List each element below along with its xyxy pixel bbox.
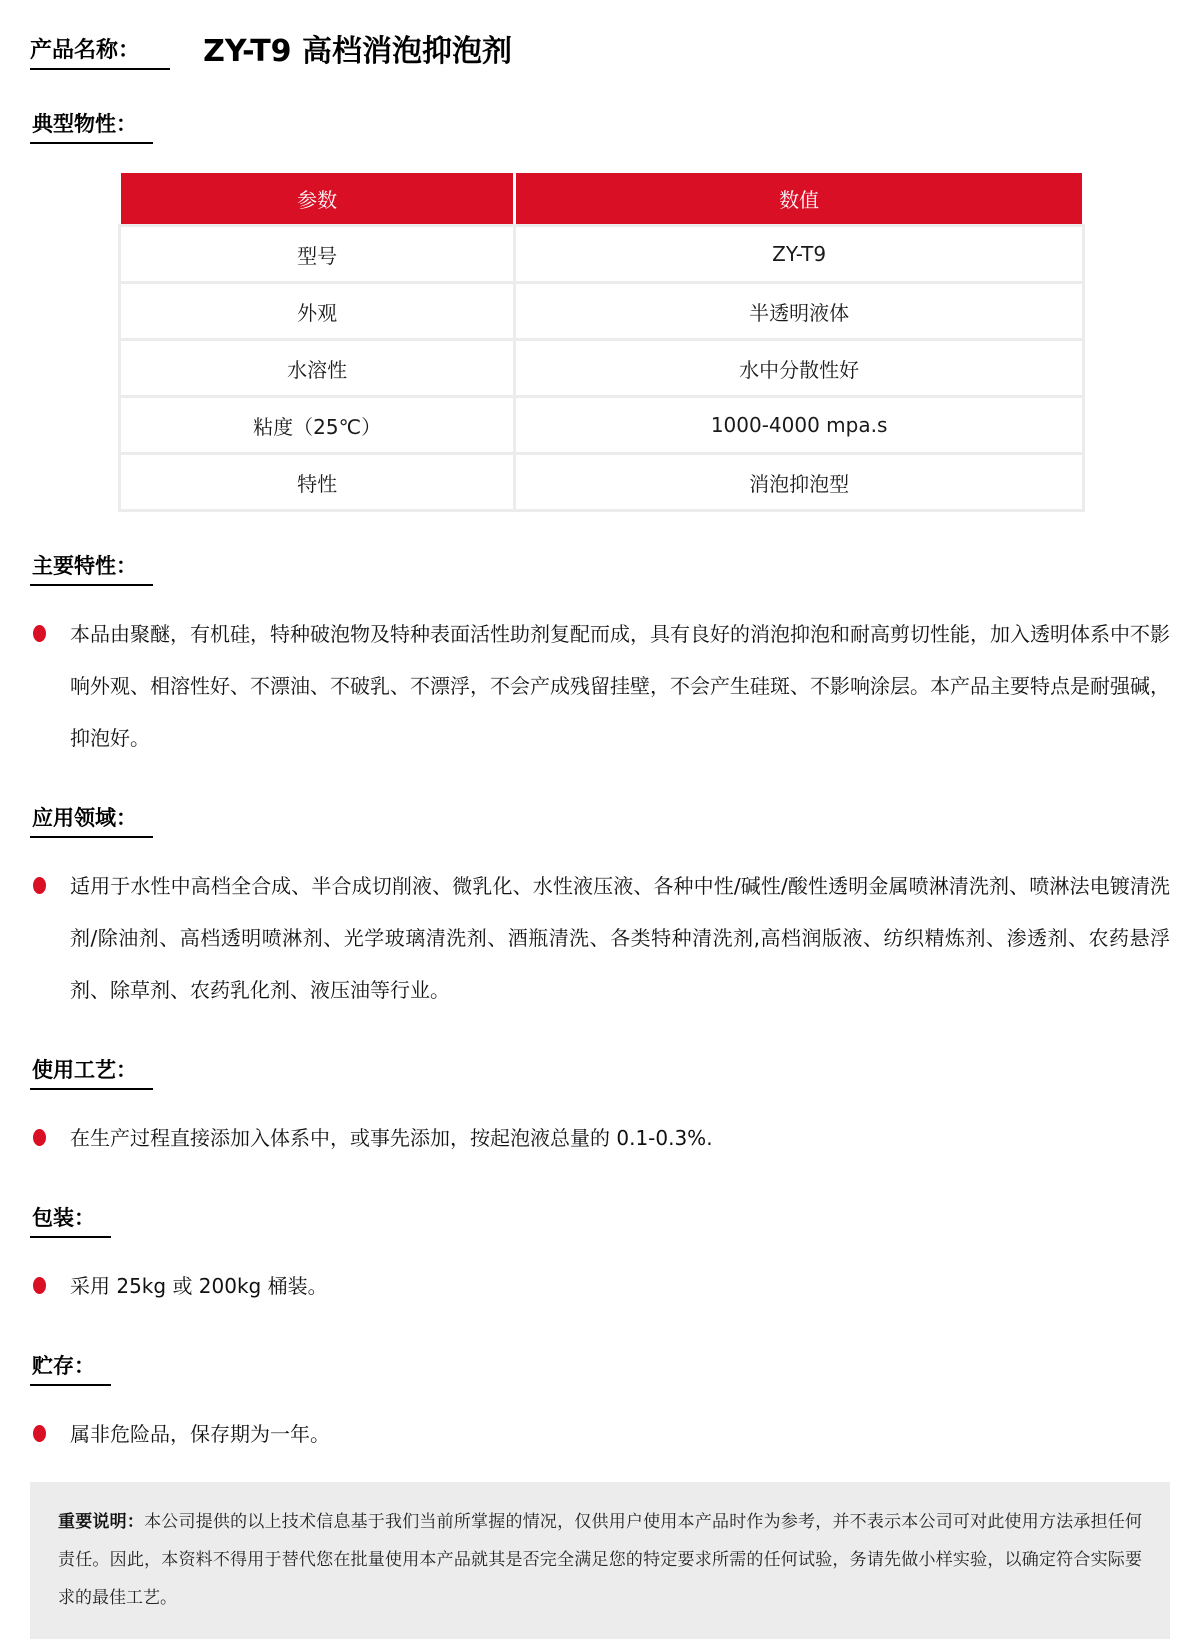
- table-header-row: [120, 172, 1084, 226]
- bullet-text: 本品由聚醚，有机硅，特种破泡物及特种表面活性助剂复配而成，具有良好的消泡抑泡和耐高剪切性能，加入透明体系中不影响外观、相溶性好、不漂油、不破乳、不漂浮，不会产成残留挂壁，不会产生硅斑、不影响涂层。本产品主要特点是耐强碱，抑泡好。: [70, 622, 1170, 750]
- cell-value: 1000-4000 mpa.s: [515, 397, 1084, 454]
- section-heading: [30, 1054, 1170, 1090]
- section-usage-process: [30, 1054, 1170, 1164]
- cell-value: ZY-T9: [515, 226, 1084, 283]
- cell-parameter: 水溶性: [120, 340, 515, 397]
- list-item: [30, 1260, 1170, 1312]
- section-heading-typical-properties: [30, 108, 1170, 144]
- table-row: [120, 226, 1084, 283]
- bullet-icon: [33, 1129, 46, 1146]
- section-heading: [30, 550, 1170, 586]
- section-application-fields: [30, 802, 1170, 1016]
- heading-text: 主要特性：: [30, 550, 153, 586]
- bullet-text: 在生产过程直接添加入体系中，或事先添加，按起泡液总量的 0.1-0.3%.: [70, 1126, 713, 1150]
- cell-parameter: 特性: [120, 454, 515, 511]
- bullet-icon: [33, 1425, 46, 1442]
- section-packaging: [30, 1202, 1170, 1312]
- cell-parameter: 外观: [120, 283, 515, 340]
- section-heading: [30, 802, 1170, 838]
- spec-table-wrap: [118, 170, 1170, 512]
- section-heading: [30, 1202, 1170, 1238]
- list-item: [30, 860, 1170, 1016]
- heading-text: 包装：: [30, 1202, 111, 1238]
- table-row: [120, 340, 1084, 397]
- heading-text: 典型物性：: [30, 108, 153, 144]
- section-storage: [30, 1350, 1170, 1460]
- section-main-features: [30, 550, 1170, 764]
- bullet-text: 属非危险品，保存期为一年。: [70, 1422, 330, 1446]
- note-label: 重要说明：: [58, 1512, 145, 1532]
- bullet-text: 采用 25kg 或 200kg 桶装。: [70, 1274, 328, 1298]
- list-item: [30, 608, 1170, 764]
- title-row: [30, 26, 1170, 70]
- list-item: [30, 1408, 1170, 1460]
- table-header-parameter: 参数: [120, 172, 515, 226]
- table-row: [120, 397, 1084, 454]
- list-item: [30, 1112, 1170, 1164]
- table-row: [120, 283, 1084, 340]
- heading-text: 贮存：: [30, 1350, 111, 1386]
- cell-value: 半透明液体: [515, 283, 1084, 340]
- section-heading: [30, 1350, 1170, 1386]
- cell-parameter: 型号: [120, 226, 515, 283]
- bullet-icon: [33, 877, 46, 894]
- important-note-box: [30, 1482, 1170, 1639]
- spec-table: [118, 170, 1085, 512]
- cell-value: 水中分散性好: [515, 340, 1084, 397]
- bullet-text: 适用于水性中高档全合成、半合成切削液、微乳化、水性液压液、各种中性/碱性/酸性透明金属喷淋清洗剂、喷淋法电镀清洗剂/除油剂、高档透明喷淋剂、光学玻璃清洗剂、酒瓶清洗、各类特种清洗剂,高档润版液、纺织精炼剂、渗透剂、农药悬浮剂、除草剂、农药乳化剂、液压油等行业。: [70, 874, 1170, 1002]
- table-row: [120, 454, 1084, 511]
- heading-text: 使用工艺：: [30, 1054, 153, 1090]
- note-text: 本公司提供的以上技术信息基于我们当前所掌握的情况，仅供用户使用本产品时作为参考，并不表示本公司可对此使用方法承担任何责任。因此，本资料不得用于替代您在批量使用本产品就其是否完全满足您的特定要求所需的任何试验，务请先做小样实验，以确定符合实际要求的最佳工艺。: [58, 1512, 1143, 1608]
- table-header-value: 数值: [515, 172, 1084, 226]
- bullet-icon: [33, 625, 46, 642]
- cell-value: 消泡抑泡型: [515, 454, 1084, 511]
- product-name-label: 产品名称：: [30, 33, 170, 70]
- page-title: ZY-T9 高档消泡抑泡剂: [203, 34, 513, 69]
- cell-parameter: 粘度（25℃）: [120, 397, 515, 454]
- heading-text: 应用领域：: [30, 802, 153, 838]
- bullet-icon: [33, 1277, 46, 1294]
